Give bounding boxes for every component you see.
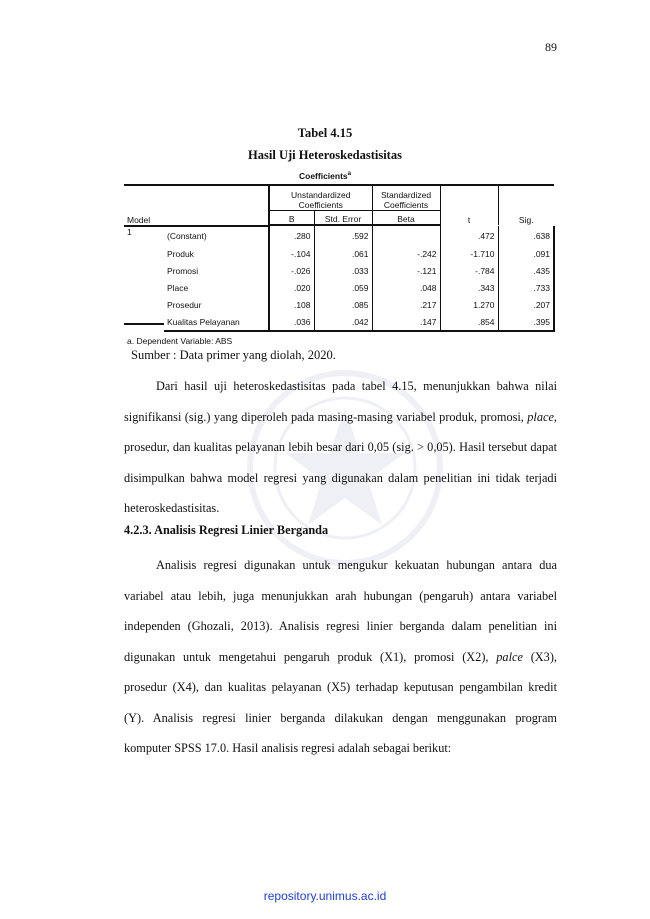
header-model: Model xyxy=(124,185,269,225)
table-source: Sumber : Data primer yang diolah, 2020. xyxy=(131,348,336,362)
page-number: 89 xyxy=(545,40,557,54)
header-standardized: Standardized Coefficients xyxy=(372,185,440,211)
header-std-error: Std. Error xyxy=(314,211,372,226)
table-bottom-rule xyxy=(124,323,164,325)
row-name: Produk xyxy=(164,245,269,262)
paragraph-heteroskedasticity: Dari hasil uji heteroskedastisitas pada tabel 4.15, menunjukkan bahwa nilai signifikansi (sig.) yang diperoleh pada masing-masing variabel produk, promosi, place, prosedur, dan kualitas pelayanan lebih besar dari 0,05 (sig. > 0,05). Hasil tersebut dapat disimpulkan bahwa model regresi yang digunakan dalam penelitian ini tidak terjadi heteroskedastisitas. xyxy=(124,379,557,515)
table-caption-title: Tabel 4.15 xyxy=(297,126,353,140)
table-row: Place .020 .059 .048 .343 .733 xyxy=(124,279,554,296)
table-footnote: a. Dependent Variable: ABS xyxy=(127,336,233,346)
table-caption-subtitle: Hasil Uji Heteroskedastisitas xyxy=(248,148,402,162)
table-row: Prosedur .108 .085 .217 1.270 .207 xyxy=(124,296,554,313)
table-row: Produk -.104 .061 -.242 -1.710 .091 xyxy=(124,245,554,262)
table-row: Kualitas Pelayanan .036 .042 .147 .854 .395 xyxy=(124,313,554,331)
row-name: Place xyxy=(164,279,269,296)
coefficients-title: Coefficients$^a$ xyxy=(299,171,351,181)
header-beta: Beta xyxy=(372,211,440,226)
table-row: 1 (Constant) .280 .592 .472 .638 xyxy=(124,226,554,245)
section-heading: 4.2.3. Analisis Regresi Linier Berganda xyxy=(124,523,329,537)
coefficients-table xyxy=(124,184,555,332)
row-name: Promosi xyxy=(164,262,269,279)
header-sig: Sig. xyxy=(498,185,554,225)
table-row: Promosi -.026 .033 -.121 -.784 .435 xyxy=(124,262,554,279)
header-b: B xyxy=(269,211,314,226)
paragraph-regression: Analisis regresi digunakan untuk mengukur kekuatan hubungan antara dua variabel atau lebih, juga menunjukkan arah hubungan (pengaruh) antara variabel independen (Ghozali, 2013). Analisis regresi linier berganda dalam penelitian ini digunakan untuk mengetahui pengaruh produk (X1), promosi (X2), palce (X3), prosedur (X4), dan kualitas pelayanan (X5) terhadap keputusan pengambilan kredit (Y). Analisis regresi linier berganda dilakukan dengan menggunakan program komputer SPSS 17.0. Hasil analisis regresi adalah sebagai berikut: xyxy=(124,558,557,755)
row-name: (Constant) xyxy=(164,226,269,245)
row-name: Kualitas Pelayanan xyxy=(164,313,269,331)
header-t: t xyxy=(440,185,498,225)
header-unstandardized: Unstandardized Coefficients xyxy=(269,185,372,211)
row-name: Prosedur xyxy=(164,296,269,313)
repository-link[interactable]: repository.unimus.ac.id xyxy=(263,889,387,903)
model-number: 1 xyxy=(127,227,132,237)
